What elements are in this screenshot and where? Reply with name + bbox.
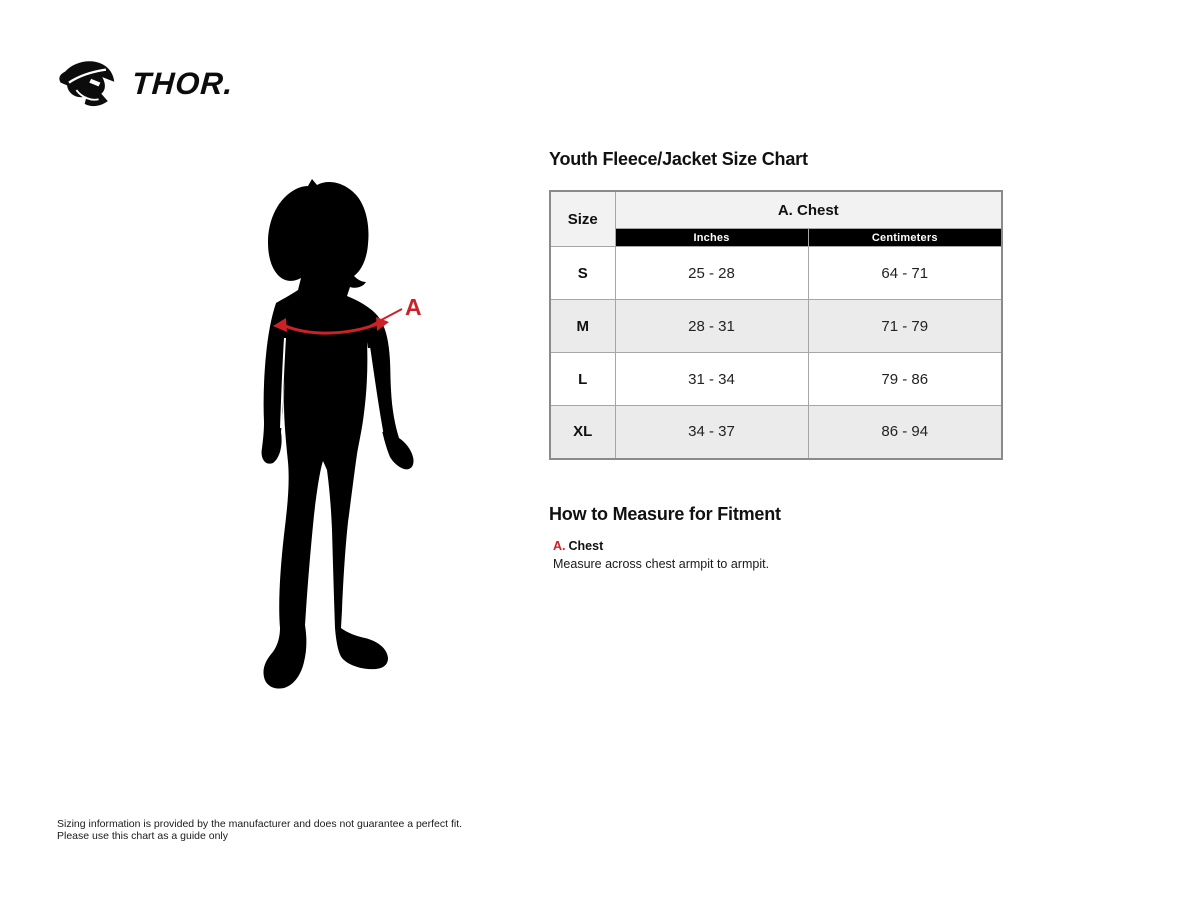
inches-value: 34 - 37 (615, 406, 808, 459)
measure-label: Chest (568, 539, 604, 553)
inches-value: 31 - 34 (615, 353, 808, 406)
measure-item-chest (553, 539, 603, 553)
measure-key: A. (553, 539, 566, 553)
size-chart-table (549, 190, 1003, 460)
size-value: S (550, 247, 615, 300)
column-header-inches: Inches (615, 229, 808, 247)
footer-line-1: Sizing information is provided by the manufacturer and does not guarantee a perfect fit. (57, 818, 463, 830)
youth-figure-silhouette (230, 170, 460, 710)
column-header-chest: A. Chest (615, 191, 1002, 229)
footer-disclaimer (57, 818, 462, 842)
size-chart-title: Youth Fleece/Jacket Size Chart (549, 149, 808, 169)
centimeters-value: 86 - 94 (808, 406, 1002, 459)
table-row-l (550, 353, 1002, 406)
thor-wordmark: THOR. (130, 66, 235, 101)
table-row-s (550, 247, 1002, 300)
inches-value: 28 - 31 (615, 300, 808, 353)
centimeters-value: 79 - 86 (808, 353, 1002, 406)
table-row-xl (550, 406, 1002, 459)
size-value: L (550, 353, 615, 406)
size-value: M (550, 300, 615, 353)
column-header-centimeters: Centimeters (808, 229, 1002, 247)
table-row-m (550, 300, 1002, 353)
measure-description: Measure across chest armpit to armpit. (553, 557, 770, 571)
measurement-diagram (230, 170, 460, 710)
chest-label-a: A (405, 294, 422, 320)
measure-heading: How to Measure for Fitment (549, 504, 781, 524)
thor-goat-icon (56, 58, 130, 110)
column-header-size: Size (550, 191, 615, 247)
inches-value: 25 - 28 (615, 247, 808, 300)
centimeters-value: 71 - 79 (808, 300, 1002, 353)
size-value: XL (550, 406, 615, 459)
thor-logo (56, 58, 233, 110)
centimeters-value: 64 - 71 (808, 247, 1002, 300)
footer-line-2: Please use this chart as a guide only (57, 830, 229, 842)
